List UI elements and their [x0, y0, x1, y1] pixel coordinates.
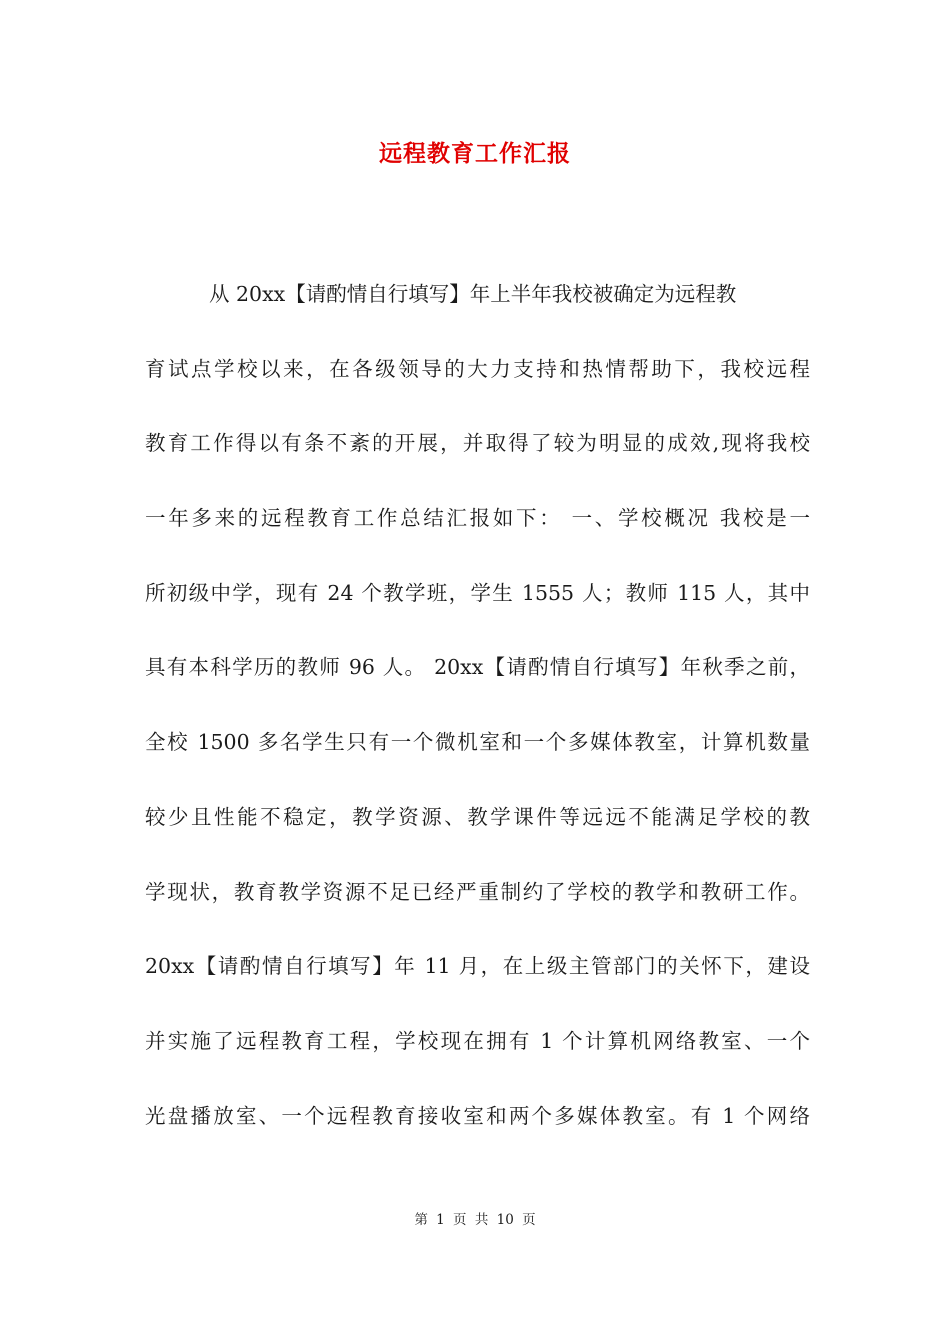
body-line: 从 20xx【请酌情自行填写】年上半年我校被确定为远程教 — [209, 282, 737, 306]
body-line: 一年多来的远程教育工作总结汇报如下： 一、学校概况 我校是一 — [145, 506, 810, 531]
body-line: 并实施了远程教育工程，学校现在拥有 1 个计算机网络教室、一个 — [145, 1028, 810, 1053]
body-line: 教育工作得以有条不紊的开展，并取得了较为明显的成效,现将我校 — [145, 431, 810, 456]
body-line: 全校 1500 多名学生只有一个微机室和一个多媒体教室，计算机数量 — [145, 730, 810, 755]
body-line: 所初级中学，现有 24 个教学班，学生 1555 人；教师 115 人，其中 — [145, 580, 810, 605]
body-line: 育试点学校以来，在各级领导的大力支持和热情帮助下，我校远程 — [145, 356, 810, 381]
body-line: 较少且性能不稳定，教学资源、教学课件等远远不能满足学校的教 — [145, 804, 810, 829]
body-line: 学现状，教育教学资源不足已经严重制约了学校的教学和教研工作。 — [145, 879, 810, 904]
document-body — [145, 276, 810, 1172]
page-footer: 第 1 页 共 10 页 — [414, 1212, 536, 1228]
document-title: 远程教育工作汇报 — [379, 140, 571, 167]
body-line: 20xx【请酌情自行填写】年 11 月，在上级主管部门的关怀下，建设 — [145, 954, 810, 979]
body-line: 具有本科学历的教师 96 人。 20xx【请酌情自行填写】年秋季之前， — [145, 655, 810, 680]
body-line: 光盘播放室、一个远程教育接收室和两个多媒体教室。有 1 个网络 — [145, 1103, 810, 1128]
